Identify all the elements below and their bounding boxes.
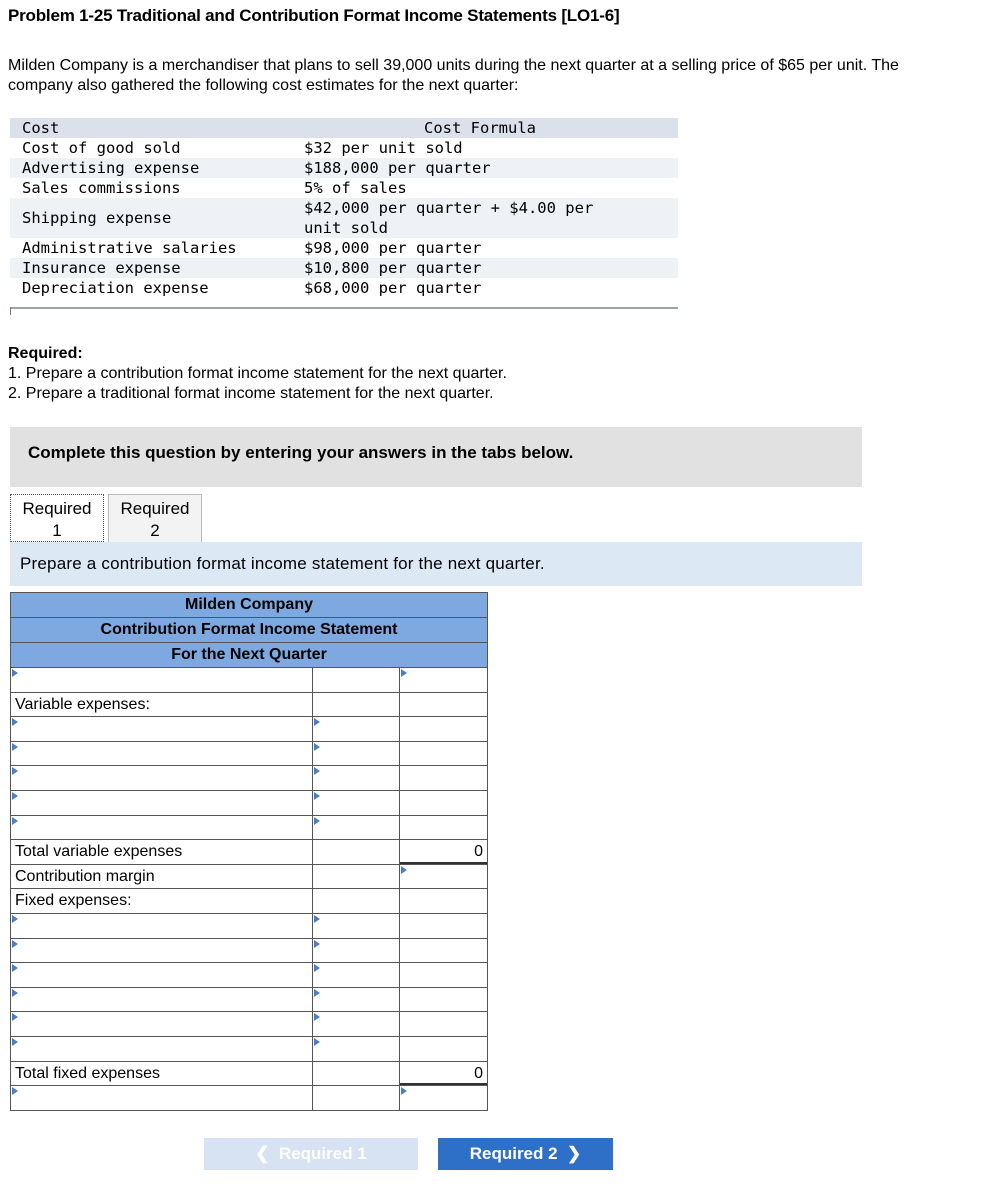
dropdown-arrow-icon <box>401 1087 407 1095</box>
required-section <box>8 344 507 404</box>
row-label-cell <box>11 889 313 913</box>
dropdown-arrow-icon <box>314 964 320 972</box>
amount-cell <box>400 693 487 717</box>
amount-cell <box>400 914 487 938</box>
cost-formula: 5% of sales <box>304 179 407 197</box>
tab-required-1[interactable] <box>10 494 104 542</box>
table-row <box>11 913 487 938</box>
row-label-cell <box>11 1062 313 1086</box>
amount-input[interactable] <box>313 717 400 741</box>
statement-header <box>10 592 488 668</box>
total-variable-value-cell <box>400 840 487 864</box>
dropdown-arrow-icon <box>12 964 18 972</box>
label-input[interactable] <box>11 939 313 963</box>
table-row <box>11 962 487 987</box>
amount-cell <box>313 1086 400 1110</box>
dropdown-arrow-icon <box>314 743 320 751</box>
tab-prompt <box>10 542 862 586</box>
amount-input[interactable] <box>313 988 400 1012</box>
dropdown-arrow-icon <box>314 767 320 775</box>
required-heading: Required: <box>8 345 83 362</box>
label-input[interactable] <box>11 717 313 741</box>
tab-number: 1 <box>52 521 62 540</box>
dropdown-arrow-icon <box>12 989 18 997</box>
label-input[interactable] <box>11 988 313 1012</box>
table-row <box>11 1085 487 1110</box>
dropdown-arrow-icon <box>12 669 18 677</box>
table-row <box>11 987 487 1012</box>
amount-cell <box>313 889 400 913</box>
row-label-cell <box>11 840 313 864</box>
chevron-right-icon: ❯ <box>557 1144 582 1163</box>
amount-cell <box>400 988 487 1012</box>
table-row <box>11 667 487 692</box>
dropdown-arrow-icon <box>12 1087 18 1095</box>
amount-input[interactable] <box>313 1012 400 1036</box>
table-row <box>11 716 487 741</box>
cost-label: Depreciation expense <box>22 279 209 297</box>
label-input[interactable] <box>11 1086 313 1110</box>
table-row <box>11 692 487 717</box>
amount-input[interactable] <box>313 914 400 938</box>
next-required-button[interactable] <box>438 1138 613 1170</box>
amount-input[interactable] <box>400 1086 487 1110</box>
cost-label: Shipping expense <box>22 209 172 227</box>
problem-intro: Milden Company is a merchandiser that plans to sell 39,000 units during the next quarter at a selling price of $65 per unit. The company also gathered the following cost estimates for the next quarter: <box>8 57 899 94</box>
dropdown-arrow-icon <box>12 1038 18 1046</box>
row-label-cell <box>11 865 313 889</box>
dropdown-arrow-icon <box>401 669 407 677</box>
total-variable-label: Total variable expenses <box>15 843 183 861</box>
dropdown-arrow-icon <box>12 767 18 775</box>
tab-number: 2 <box>150 521 160 540</box>
dropdown-arrow-icon <box>314 718 320 726</box>
label-input[interactable] <box>11 816 313 840</box>
cost-formula: $98,000 per quarter <box>304 239 482 257</box>
statement-period: For the Next Quarter <box>10 642 488 668</box>
cost-label: Insurance expense <box>22 259 181 277</box>
label-input[interactable] <box>11 963 313 987</box>
total-fixed-value-cell <box>400 1062 487 1086</box>
table-row <box>11 765 487 790</box>
amount-cell <box>400 889 487 913</box>
table-divider <box>10 307 678 309</box>
cost-formula: $188,000 per quarter <box>304 159 491 177</box>
table-row <box>11 1036 487 1061</box>
next-button-label: Required 2 <box>469 1144 558 1163</box>
dropdown-arrow-icon <box>314 1013 320 1021</box>
prev-required-button[interactable] <box>204 1138 418 1170</box>
amount-cell <box>313 865 400 889</box>
contribution-margin-label: Contribution margin <box>15 867 155 885</box>
tab-label: Required <box>22 499 92 518</box>
amount-cell <box>400 816 487 840</box>
amount-input[interactable] <box>313 963 400 987</box>
label-input[interactable] <box>11 668 313 692</box>
tab-required-2[interactable] <box>108 494 202 542</box>
amount-cell <box>400 742 487 766</box>
required-item-2: 2. Prepare a traditional format income statement for the next quarter. <box>8 385 494 402</box>
cost-formula-cont: unit sold <box>304 219 388 237</box>
amount-cell <box>313 1062 400 1086</box>
dropdown-arrow-icon <box>12 1013 18 1021</box>
table-row <box>11 864 487 889</box>
income-statement-grid <box>10 667 488 1111</box>
total-fixed-label: Total fixed expenses <box>15 1064 160 1082</box>
total-fixed-value: 0 <box>474 1064 483 1082</box>
dropdown-arrow-icon <box>12 940 18 948</box>
fixed-expenses-label: Fixed expenses: <box>15 892 132 910</box>
cost-formula: $68,000 per quarter <box>304 279 482 297</box>
label-input[interactable] <box>11 914 313 938</box>
amount-input[interactable] <box>313 742 400 766</box>
dropdown-arrow-icon <box>314 792 320 800</box>
prev-button-label: Required 1 <box>278 1144 367 1163</box>
amount-cell <box>400 1037 487 1061</box>
company-name: Milden Company <box>10 592 488 617</box>
chevron-left-icon: ❮ <box>255 1144 279 1163</box>
required-item-1: 1. Prepare a contribution format income statement for the next quarter. <box>8 365 507 382</box>
dropdown-arrow-icon <box>401 866 407 874</box>
problem-title: Problem 1-25 Traditional and Contribution Format Income Statements [LO1-6] <box>8 6 620 25</box>
amount-cell <box>400 791 487 815</box>
cost-column-header: Cost <box>22 119 60 137</box>
total-variable-value: 0 <box>474 843 483 861</box>
table-row <box>11 1011 487 1036</box>
label-input[interactable] <box>11 766 313 790</box>
cost-formula: $42,000 per quarter + $4.00 per <box>304 199 594 217</box>
dropdown-arrow-icon <box>12 817 18 825</box>
dropdown-arrow-icon <box>314 989 320 997</box>
cost-label: Administrative salaries <box>22 239 237 257</box>
dropdown-arrow-icon <box>12 915 18 923</box>
tab-label: Required <box>120 499 190 518</box>
cost-estimates-table <box>10 118 678 298</box>
dropdown-arrow-icon <box>314 1038 320 1046</box>
dropdown-arrow-icon <box>12 792 18 800</box>
amount-cell <box>400 717 487 741</box>
variable-expenses-label: Variable expenses: <box>15 695 150 713</box>
dropdown-arrow-icon <box>314 915 320 923</box>
amount-input[interactable] <box>313 939 400 963</box>
cost-formula: $32 per unit sold <box>304 139 463 157</box>
amount-input[interactable] <box>400 668 487 692</box>
label-input[interactable] <box>11 791 313 815</box>
table-row <box>11 1061 487 1086</box>
table-row <box>11 790 487 815</box>
table-row <box>11 839 487 864</box>
table-row <box>11 938 487 963</box>
instructions-text: Complete this question by entering your answers in the tabs below. <box>28 443 574 462</box>
amount-cell <box>313 693 400 717</box>
formula-column-header: Cost Formula <box>424 119 536 137</box>
amount-input[interactable] <box>313 766 400 790</box>
dropdown-arrow-icon <box>12 718 18 726</box>
table-row <box>11 888 487 913</box>
label-input[interactable] <box>11 742 313 766</box>
amount-input[interactable] <box>313 791 400 815</box>
amount-cell <box>313 668 400 692</box>
label-input[interactable] <box>11 1012 313 1036</box>
tab-prompt-text: Prepare a contribution format income statement for the next quarter. <box>20 554 545 573</box>
instructions-banner <box>10 427 862 487</box>
table-row <box>11 741 487 766</box>
dropdown-arrow-icon <box>314 817 320 825</box>
dropdown-arrow-icon <box>314 940 320 948</box>
amount-cell <box>400 939 487 963</box>
label-input[interactable] <box>11 1037 313 1061</box>
amount-cell <box>400 766 487 790</box>
dropdown-arrow-icon <box>12 743 18 751</box>
cost-label: Cost of good sold <box>22 139 181 157</box>
contribution-margin-input[interactable] <box>400 865 487 889</box>
statement-name: Contribution Format Income Statement <box>10 617 488 642</box>
amount-cell <box>313 840 400 864</box>
amount-input[interactable] <box>313 1037 400 1061</box>
amount-cell <box>400 1012 487 1036</box>
table-divider-tick <box>10 307 11 315</box>
amount-input[interactable] <box>313 816 400 840</box>
row-label-cell <box>11 693 313 717</box>
amount-cell <box>400 963 487 987</box>
cost-formula: $10,800 per quarter <box>304 259 482 277</box>
table-row <box>11 815 487 840</box>
cost-label: Sales commissions <box>22 179 181 197</box>
cost-label: Advertising expense <box>22 159 200 177</box>
